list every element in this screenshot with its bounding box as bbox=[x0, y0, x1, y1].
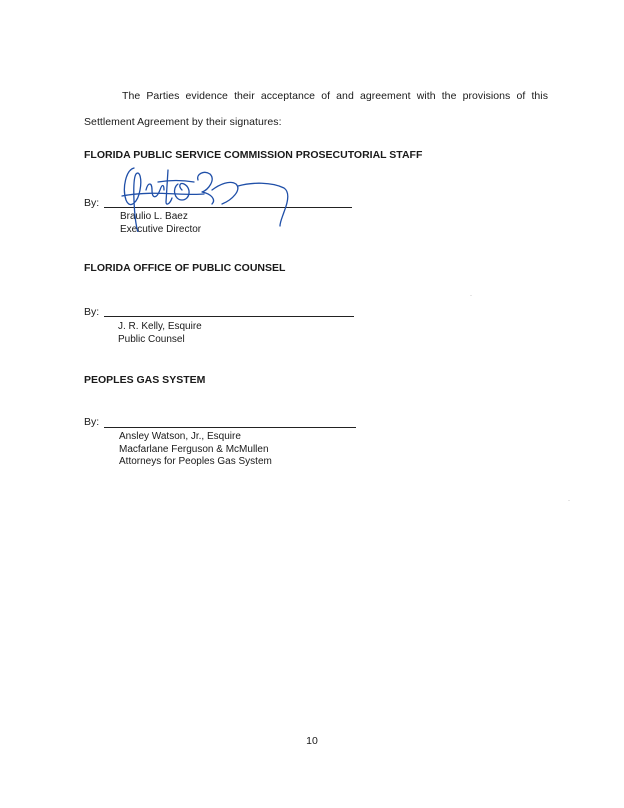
public-counsel-heading: FLORIDA OFFICE OF PUBLIC COUNSEL bbox=[84, 262, 286, 274]
public-counsel-signer-name: J. R. Kelly, Esquire bbox=[118, 321, 202, 332]
peoples-gas-signer-block bbox=[119, 431, 272, 469]
intro-paragraph-line-1: The Parties evidence their acceptance of and agreement with the provisions of this bbox=[122, 90, 548, 102]
handwritten-signature bbox=[112, 160, 302, 232]
peoples-gas-signature-line bbox=[104, 427, 356, 428]
public-counsel-signer-title: Public Counsel bbox=[118, 333, 185, 345]
psc-signer-title: Executive Director bbox=[120, 223, 202, 235]
intro-paragraph-line-2: Settlement Agreement by their signatures: bbox=[84, 116, 282, 128]
peoples-gas-signer-firm: Macfarlane Ferguson & McMullen bbox=[119, 443, 269, 455]
peoples-gas-heading: PEOPLES GAS SYSTEM bbox=[84, 374, 206, 386]
peoples-gas-by-label: By: bbox=[84, 416, 100, 428]
scan-speck bbox=[568, 500, 570, 501]
page-number: 10 bbox=[306, 735, 318, 747]
psc-signer-name: Braulio L. Baez bbox=[120, 211, 188, 222]
peoples-gas-signer-name: Ansley Watson, Jr., Esquire bbox=[119, 431, 241, 442]
scan-speck bbox=[470, 295, 472, 296]
psc-staff-heading: FLORIDA PUBLIC SERVICE COMMISSION PROSECUTORIAL STAFF bbox=[84, 149, 423, 161]
public-counsel-by-label: By: bbox=[84, 306, 100, 318]
public-counsel-signature-line bbox=[104, 316, 354, 317]
public-counsel-signer-block bbox=[118, 321, 202, 346]
psc-by-label: By: bbox=[84, 197, 100, 209]
peoples-gas-signer-role: Attorneys for Peoples Gas System bbox=[119, 456, 272, 467]
